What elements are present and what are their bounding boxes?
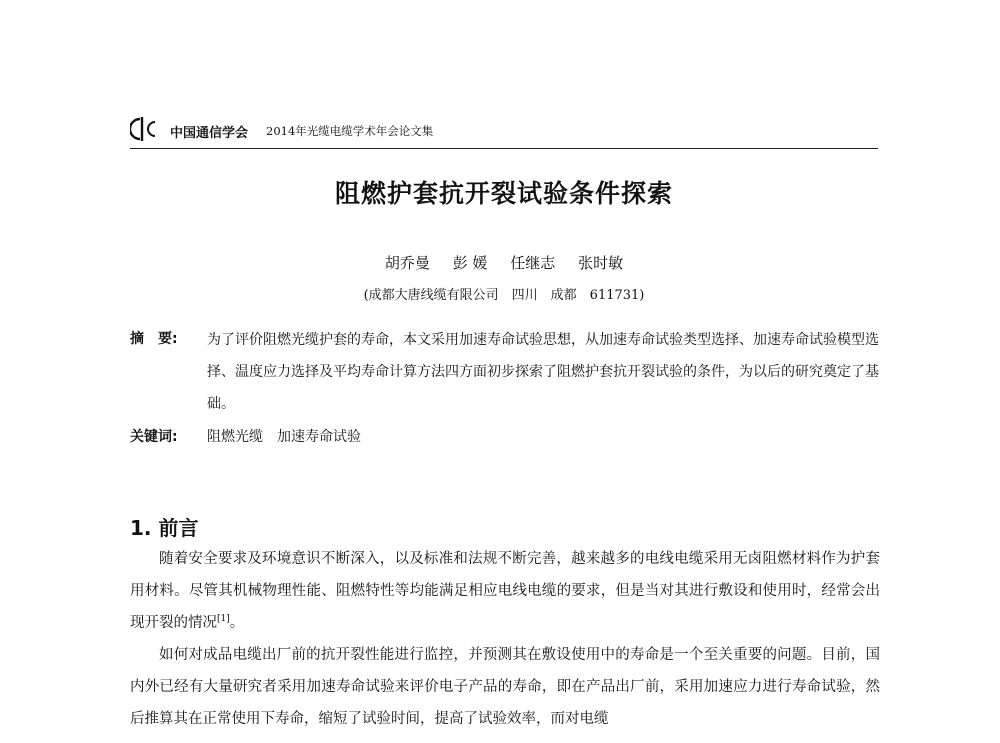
- section-heading: 1. 前言: [130, 516, 199, 540]
- proceedings-title: 2014年光缆电缆学术年会论文集: [266, 124, 434, 138]
- keywords-label: 关键词:: [130, 429, 178, 445]
- abstract-label: 摘 要:: [130, 331, 178, 347]
- author: 张时敏: [578, 254, 624, 272]
- paragraph: 如何对成品电缆出厂前的抗开裂性能进行监控，并预测其在敷设使用中的寿命是一个至关重要的问题。目前，国内外已经有大量研究者采用加速寿命试验来评价电子产品的寿命，即在产品出厂前，采用加速应力进行寿命试验，然后推算其在正常使用下寿命，缩短了试验时间，提高了试验效率，而对电缆: [130, 647, 880, 727]
- author: 胡乔曼: [384, 254, 430, 272]
- section-body: [130, 543, 880, 735]
- paragraph: [130, 543, 880, 639]
- paragraph-text: 随着安全要求及环境意识不断深入，以及标准和法规不断完善，越来越多的电线电缆采用无卤阻燃材料作为护套用材料。尽管其机械物理性能、阻燃特性等均能满足相应电线电缆的要求，但是当对其进行敷设和使用时，经常会出现开裂的情况: [130, 551, 880, 631]
- author-list: [130, 252, 878, 273]
- abstract-text: 为了评价阻燃光缆护套的寿命，本文采用加速寿命试验思想，从加速寿命试验类型选择、加速寿命试验模型选择、温度应力选择及平均寿命计算方法四方面初步探索了阻燃护套抗开裂试验的条件，为以后的研究奠定了基础。: [207, 332, 879, 412]
- author: 任继志: [510, 254, 556, 272]
- society-logo-icon: [130, 116, 164, 142]
- society-name: 中国通信学会: [170, 126, 249, 141]
- paragraph-end: 。: [229, 615, 245, 631]
- affiliation: (成都大唐线缆有限公司 四川 成都 611731): [363, 288, 645, 303]
- citation: [1]: [217, 614, 230, 625]
- paper-title: 阻燃护套抗开裂试验条件探索: [334, 179, 673, 208]
- page-header: [130, 112, 878, 149]
- keywords-text: 阻燃光缆 加速寿命试验: [207, 429, 361, 445]
- author: 彭 媛: [452, 254, 488, 272]
